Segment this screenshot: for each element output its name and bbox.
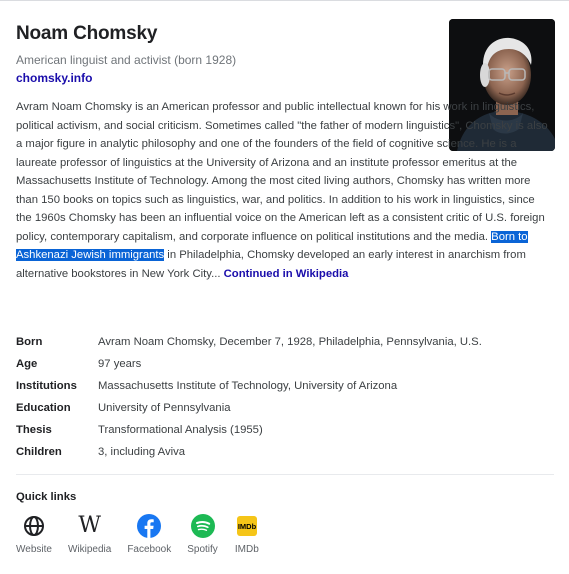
quick-link-imdb[interactable]: [234, 513, 260, 555]
fact-value: Transformational Analysis (1955): [98, 424, 263, 436]
facebook-icon: [136, 513, 162, 539]
fact-value: 97 years: [98, 358, 142, 370]
fact-row-age: [16, 353, 552, 375]
fact-row-education: [16, 397, 552, 419]
fact-value: Massachusetts Institute of Technology, University of Arizona: [98, 380, 398, 392]
entity-subtitle: American linguist and activist (born 1928): [16, 53, 237, 67]
quick-link-spotify[interactable]: [187, 513, 218, 555]
fact-value: 3, including Aviva: [98, 446, 186, 458]
description-text: Avram Noam Chomsky is an American professor and public intellectual known for his work in linguistics, political activism, and social criticism. Sometimes called "the father of modern linguistics", Chomsky is also a major figure in analytic philosophy and one of the founders of the field of cognitive science. He is a laureate professor of linguistics at the University of Arizona and an institute professor emeritus at the Massachusetts Institute of Technology. Among the most cited living authors, Chomsky has written more than 150 books on topics such as linguistics, war, and politics. In addition to his work in linguistics, since the 1960s Chomsky has been an influential voice on the American left as a consistent critic of U.S. foreign policy, contemporary capitalism, and corporate influence on political institutions and the media.: [16, 101, 548, 243]
quick-link-label: Spotify: [187, 544, 218, 555]
quick-link-label: Facebook: [127, 544, 172, 555]
fact-label: Thesis: [16, 424, 52, 436]
fact-label: Children: [16, 446, 62, 458]
fact-value: University of Pennsylvania: [98, 402, 231, 414]
continued-wikipedia-link[interactable]: Continued in Wikipedia: [223, 267, 349, 280]
fact-row-thesis: [16, 419, 552, 441]
imdb-icon: [234, 513, 260, 539]
quick-link-label: IMDb: [234, 544, 259, 555]
quick-link-label: Wikipedia: [67, 544, 112, 555]
globe-icon: [21, 513, 47, 539]
wikipedia-icon: W: [78, 513, 101, 538]
facts-list: [16, 331, 552, 463]
quick-link-label: Website: [16, 544, 52, 555]
highlighted-text: Born to Ashkenazi Jewish immigrants: [16, 230, 528, 261]
svg-text:IMDb: IMDb: [237, 522, 256, 531]
spotify-icon: [190, 513, 216, 539]
fact-label: Age: [16, 358, 38, 370]
fact-label: Education: [16, 402, 71, 414]
section-divider: [16, 474, 554, 475]
quick-link-facebook[interactable]: [127, 513, 171, 555]
website-link[interactable]: chomsky.info: [16, 71, 93, 85]
quick-links-title: Quick links: [16, 491, 77, 503]
quick-link-website[interactable]: [16, 513, 52, 555]
fact-row-children: [16, 441, 552, 463]
quick-links: [16, 513, 276, 555]
fact-row-born: [16, 331, 552, 353]
fact-value: Avram Noam Chomsky, December 7, 1928, Philadelphia, Pennsylvania, U.S.: [98, 336, 482, 348]
fact-label: Institutions: [16, 380, 77, 392]
fact-row-institutions: [16, 375, 552, 397]
description-text-continued: in Philadelphia, Chomsky developed an early interest in anarchism from alternative bookstores in New York City...: [16, 249, 526, 280]
quick-link-wikipedia[interactable]: [68, 513, 111, 555]
fact-label: Born: [16, 336, 43, 348]
entity-title: Noam Chomsky: [16, 23, 158, 44]
entity-description: [16, 98, 552, 283]
